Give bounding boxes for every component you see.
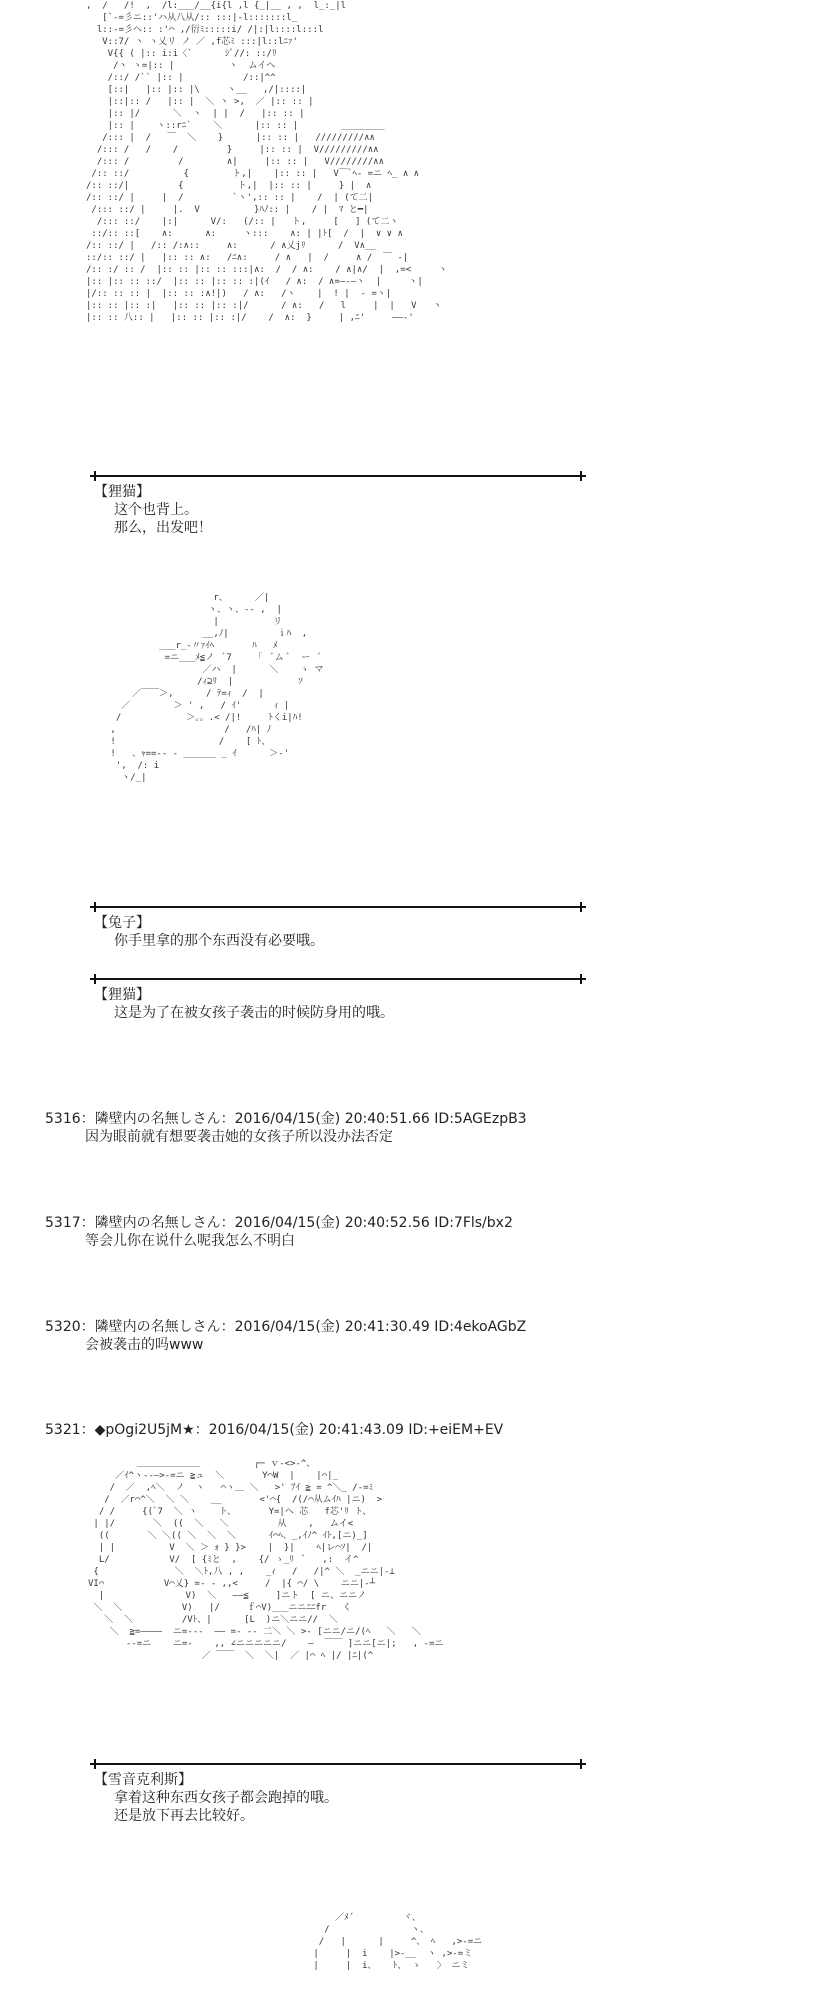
dialog-line: 这个也背上。 bbox=[114, 502, 198, 518]
dialog-divider bbox=[95, 906, 583, 908]
post bbox=[45, 1421, 785, 1439]
divider-cross-icon bbox=[90, 1759, 100, 1769]
dialog-divider bbox=[95, 1763, 583, 1765]
post-header: 5317：隣壁内の名無しさん：2016/04/15(金) 20:40:52.56 ID:7Fls/bx2 bbox=[45, 1215, 513, 1231]
ascii-art-rabbit-scene: r、 ／| ヽ、ヽ、-- , | | リ __,ﾉ| ｉﾊ , ___r_-〃ｧｲﾍ ﾊ ﾒ =ニ___ﾒ≦ノ ﾞ7 「 ﾞム ﾞ ー ´ ／ハ | ＼ ゝ マ /ｨ⊇ﾘ | ｿ ／￣￣＞, / ﾃ=ｨ / | ／ ＞ ' , / ｲ' ｨ | / ＞。。.< /|! ﾄくi|ﾊ! , / /ﾊ| ﾉ ! / [ ﾄ、 ! 、ｬ==-- - ______ _ ｲ ＞-' ', /: i ヽ/_| bbox=[110, 593, 324, 783]
post bbox=[45, 1318, 785, 1354]
ascii-art-tanuki-scene: , / /! , /l:___/__{i{l ,l {_|__ , , l_:_|l [`-=彡ニ::'ハ从八从/:: :::|-l:::::::l_ l::-=彡ヘ:: :'⌒ ,/衍ﾐ:::::i/ /|:|l::::l:::l V::7/ ヽ ヽ乂リ ノ ／ ,f芯ﾐ :::|l::lﾆｧ' V{{ ( |:: i:i〈` ｼﾞ//: ::/ﾘ /ヽ ヽ=|:: | ヽ ムイヘ /::/ /`` |:: | /::|^^ [::| |:: |:: |\ ヽ__ ,/|::::| |::|:: / |:: | ＼ ヽ >, ／ |:: :: | |:: |/ ＼ ヽ | | / |:: :: | |:: | ヽ::rﾆ` ＼ |:: :: | ________ /::: | / ￣ ＼ } |:: :: | /////////∧∧ /::: / / / } |:: :: | V/////////∧∧ /::: / / ∧| |:: :: | V////////∧∧ /:: ::/ { ト,| |:: :: | V￣ﾞﾍ- =ニ ﾍ_ ∧ ∧ /:: ::/| { ト,| |:: :: | } | ∧ /:: ::/ | | / `ヽ',:: :: | / | (て二| /::: ::/ | |. V }ﾊﾉ:: | / | ﾏ と━| /::: ::/ |:| V/: (/:: | ト, [ ] (て二ヽ ::/:: ::[ ∧: ∧: ヽ::: ∧: | |ﾄ[ / | ∨ ∨ ∧ /:: ::/ | /:: /:∧:: ∧: / ∧乂jﾘ / V∧__ ::/:: ::/ | |:: :: ∧: /ﾆ∧: / ∧ | / ∧ / ￣ -| /:: :/ :: / |:: :: |:: :: :::|∧: / / ∧: / ∧|∧/ | ,=< ヽ |:: |:: :: ::/ |:: :: |:: :: :|(ｲ / ∧: / ∧=―‐―ヽ | ヽ| |/:: :: :: | |:: :: :∧!|) / ∧: /ヽ | ! | - =ヽ| |:: :: |:: :| |:: :: |:: :|/ / ∧: / l | | V ヽ |:: :: 八:: | |:: :: |:: :|/ / ∧: } | ,ﾆ' ――-' bbox=[86, 1, 448, 323]
dialog-block bbox=[94, 914, 324, 950]
dialog-divider bbox=[95, 475, 583, 477]
dialog-line: 那么，出发吧！ bbox=[114, 520, 212, 536]
divider-cross-icon bbox=[576, 1759, 586, 1769]
divider-cross-icon bbox=[576, 974, 586, 984]
dialog-block bbox=[94, 483, 212, 537]
post-body: 会被袭击的吗www bbox=[85, 1337, 204, 1353]
post-body: 等会儿你在说什么呢我怎么不明白 bbox=[85, 1233, 295, 1249]
post-header: 5316：隣壁内の名無しさん：2016/04/15(金) 20:40:51.66 ID:5AGEzpB3 bbox=[45, 1111, 527, 1127]
post-header: 5320：隣壁内の名無しさん：2016/04/15(金) 20:41:30.49 ID:4ekoAGbZ bbox=[45, 1319, 527, 1335]
ascii-art-chris-scene: ＿＿＿＿＿＿＿ ┌─ ｖ-<>-^、 ／ｲ^ヽ--―>-=ニ ≧ュ ＼ Y⌒W | |⌒|_ / ／ ,ﾍ＼ ノ ヽ ⌒ヽ＿ ＼ >' ｱｲ ≧ = ^＼_ /-=ﾐ / ／r⌒^＼ ＼ ＼ __ <'⌒{ /(/⌒从ムｲﾊ |ニ) > / / {(ﾞ7 ＼ ヽ ト、 Y=|ヘ 芯 f芯'ﾘ ト、 | |/ ＼ (( ＼ ＼ 从 , ムイ< (( ＼ ＼(( ＼ ＼ ＼ ｲ⌒ﾍ、_,ｲﾉ^ ｲﾄ,[ニ)_] | | V ＼ ＞ ｫ } }> | }| ﾍ|レ⌒ｿ| /| L/ V/ [ {ﾐと , {/ ゝ_ﾘ ﾞ ,: イ^ { ＼ ＼ﾄ,八 , , _ｨ / /|^ ＼ _ニニ|‐⊥ VI⌒ V⌒乂} =- - ,,< / |{ ⌒/ \ ニニ|-┴ | V) ＼ ――≦ ]ニト [ ニ、ニニノ ＼ ＼ V) |/ ｆ⌒V)___ニニﾆﾆfr く ＼ ＼ /Vﾄ、| [L )ニ＼ニニ// ＼ ＼ ≧=―――― ニ=-‐‐ ―― =- ‐- 二＼ ＼ >- [ニニ/ニ/(ﾍ ＼ ＼ --=ニ ニ=- ,, ∠ニニニニニ/ ― ￣￣ ]ニニ[ニ|; , -=ニ ／ ￣￣ ＼ ＼| ／ |⌒ ﾍ |/ |ﾆ|(^ bbox=[88, 1459, 444, 1661]
post-header: 5321：◆pOgi2U5jM★：2016/04/15(金) 20:41:43.09 ID:+eiEM+EV bbox=[45, 1422, 504, 1438]
dialog-line: 拿着这种东西女孩子都会跑掉的哦。 bbox=[114, 1790, 338, 1806]
dialog-line: 你手里拿的那个东西没有必要哦。 bbox=[114, 933, 324, 949]
speaker-name: 【雪音克利斯】 bbox=[94, 1772, 192, 1788]
ascii-art-partial-scene: ／ﾒ´ ヾ、 / ヽ、 / | | ^、 ﾍ ,>-=ニ | | i |>-__ ヽ ,>-=ミ | | i、 ﾄ、 ゝ 〉 ニミ bbox=[313, 1913, 483, 1971]
divider-cross-icon bbox=[576, 902, 586, 912]
divider-cross-icon bbox=[90, 471, 100, 481]
post bbox=[45, 1214, 785, 1250]
speaker-name: 【兔子】 bbox=[94, 915, 150, 931]
speaker-name: 【狸猫】 bbox=[94, 484, 150, 500]
post bbox=[45, 1110, 785, 1146]
divider-cross-icon bbox=[576, 471, 586, 481]
dialog-line: 这是为了在被女孩子袭击的时候防身用的哦。 bbox=[114, 1005, 394, 1021]
divider-cross-icon bbox=[90, 902, 100, 912]
divider-cross-icon bbox=[90, 974, 100, 984]
post-body: 因为眼前就有想要袭击她的女孩子所以没办法否定 bbox=[85, 1129, 393, 1145]
dialog-line: 还是放下再去比较好。 bbox=[114, 1808, 254, 1824]
dialog-divider bbox=[95, 978, 583, 980]
dialog-block bbox=[94, 986, 394, 1022]
speaker-name: 【狸猫】 bbox=[94, 987, 150, 1003]
dialog-block bbox=[94, 1771, 338, 1825]
